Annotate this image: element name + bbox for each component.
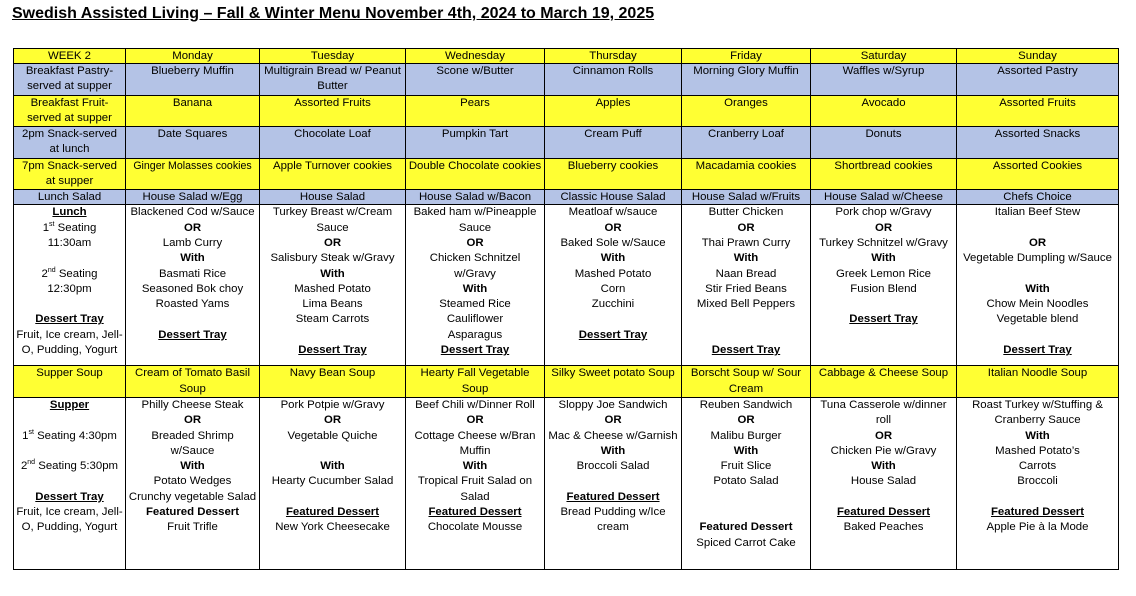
or-label: OR <box>323 236 342 249</box>
featured-dessert: Spiced Carrot Cake <box>696 536 796 549</box>
supper-main-1: Reuben Sandwich <box>699 398 793 411</box>
featured-dessert-label: Featured Dessert <box>566 490 660 503</box>
dessert-tray-label: Dessert Tray <box>440 344 510 357</box>
snack-2pm-row <box>14 127 1119 159</box>
lunch-seating-2: 2nd Seating <box>41 266 98 280</box>
supper-tuesday <box>260 397 406 569</box>
featured-dessert: Chocolate Mousse <box>427 521 523 534</box>
with-label: With <box>180 460 205 473</box>
menu-cell: Donuts <box>811 127 957 159</box>
lunch-main-1: Baked ham w/Pineapple Sauce <box>413 206 537 234</box>
or-label: OR <box>874 429 893 442</box>
day-saturday: Saturday <box>811 49 957 64</box>
lunch-main-1: Butter Chicken <box>708 206 784 219</box>
supper-wednesday <box>406 397 545 569</box>
dessert-tray-label: Dessert Tray <box>158 328 227 341</box>
menu-cell: Assorted Fruits <box>957 95 1119 127</box>
row-label: Breakfast Fruit- served at supper <box>14 95 126 127</box>
snack-7pm-row <box>14 158 1119 190</box>
lunch-side: Vegetable blend <box>996 313 1079 326</box>
supper-side: Potato Wedges <box>153 475 232 488</box>
with-label: With <box>462 282 488 295</box>
pastry-row <box>14 64 1119 96</box>
lunch-side: Greek Lemon Rice <box>836 267 931 280</box>
lunch-side: Chow Mein Noodles <box>986 298 1089 311</box>
menu-cell: Assorted Snacks <box>957 127 1119 159</box>
lunch-side: Mashed Potato <box>294 282 371 295</box>
or-label: OR <box>737 221 755 234</box>
lunch-main-1: Blackened Cod w/Sauce <box>130 206 255 219</box>
row-label: Breakfast Pastry- served at supper <box>14 64 126 96</box>
day-friday: Friday <box>682 49 811 64</box>
supper-side: Potato Salad <box>713 475 779 488</box>
menu-cell: Double Chocolate cookies <box>406 158 545 190</box>
or-label: OR <box>604 221 622 234</box>
menu-cell: House Salad w/Bacon <box>406 190 545 205</box>
with-label: With <box>871 460 896 473</box>
lunch-side: Mashed Potato <box>574 267 652 280</box>
supper-main-2: Vegetable Quiche <box>287 429 378 442</box>
row-label: Supper Soup <box>14 366 126 398</box>
dessert-tray-label: Dessert Tray <box>578 328 648 341</box>
lunch-saturday <box>811 205 957 366</box>
menu-cell: Date Squares <box>126 127 260 159</box>
with-label: With <box>600 252 626 265</box>
featured-dessert-label: Featured Dessert <box>990 506 1085 519</box>
supper-side: Tropical Fruit Salad on Salad <box>417 475 533 503</box>
supper-seating-1: 1st Seating 4:30pm <box>22 428 117 442</box>
supper-main-2: Malibu Burger <box>710 429 782 442</box>
supper-side: Crunchy vegetable Salad <box>128 490 257 503</box>
lunch-seating-1: 1st Seating <box>42 220 97 234</box>
with-label: With <box>733 252 759 265</box>
lunch-info-cell <box>14 205 126 366</box>
lunch-time-2: 12:30pm <box>47 282 92 295</box>
lunch-friday <box>682 205 811 366</box>
with-label: With <box>462 460 488 473</box>
lunch-main-2: Vegetable Dumpling w/Sauce <box>963 252 1112 265</box>
featured-dessert-label: Featured Dessert <box>699 521 793 534</box>
featured-dessert: Fruit Trifle <box>167 521 218 534</box>
menu-cell: Oranges <box>682 95 811 127</box>
featured-dessert: Bread Pudding w/Ice cream <box>560 506 666 534</box>
menu-cell: Banana <box>126 95 260 127</box>
with-label: With <box>1025 429 1050 442</box>
supper-soup-row <box>14 366 1119 398</box>
lunch-side: Fusion Blend <box>850 282 917 295</box>
with-label: With <box>1025 282 1050 295</box>
menu-cell: Cabbage & Cheese Soup <box>811 366 957 398</box>
menu-cell: Silky Sweet potato Soup <box>545 366 682 398</box>
dessert-tray-label: Dessert Tray <box>1003 344 1072 357</box>
supper-main-2: Chicken Pie w/Gravy <box>830 444 937 457</box>
menu-cell: Apple Turnover cookies <box>260 158 406 190</box>
menu-cell: Cranberry Loaf <box>682 127 811 159</box>
supper-side: House Salad <box>850 475 917 488</box>
supper-saturday <box>811 397 957 569</box>
or-label: OR <box>874 221 893 234</box>
lunch-main-2: Thai Prawn Curry <box>701 236 791 249</box>
featured-dessert-label: Featured Dessert <box>145 506 240 519</box>
supper-dessert-list: Fruit, Ice cream, Jell-O, Pudding, Yogurt <box>16 506 123 534</box>
supper-main-1: Sloppy Joe Sandwich <box>558 398 668 411</box>
day-sunday: Sunday <box>957 49 1119 64</box>
menu-cell: Borscht Soup w/ Sour Cream <box>682 366 811 398</box>
day-thursday: Thursday <box>545 49 682 64</box>
day-tuesday: Tuesday <box>260 49 406 64</box>
lunch-side: Cauliflower <box>446 313 504 326</box>
lunch-time-1: 11:30am <box>47 236 92 249</box>
dessert-tray-label: Dessert Tray <box>711 344 781 357</box>
or-label: OR <box>466 236 484 249</box>
lunch-side: Seasoned Bok choy <box>141 282 244 295</box>
dessert-tray-label: Dessert Tray <box>298 344 367 357</box>
supper-main-2: Cottage Cheese w/Bran Muffin <box>414 429 536 457</box>
supper-side: Broccoli <box>1017 475 1058 488</box>
menu-cell: House Salad <box>260 190 406 205</box>
menu-cell: Chocolate Loaf <box>260 127 406 159</box>
lunch-thursday <box>545 205 682 366</box>
menu-table <box>13 48 1119 570</box>
lunch-sunday <box>957 205 1119 366</box>
featured-dessert: Baked Peaches <box>843 521 924 534</box>
supper-thursday <box>545 397 682 569</box>
or-label: OR <box>183 414 202 427</box>
supper-side: Fruit Slice <box>720 460 772 473</box>
supper-main-1: Pork Potpie w/Gravy <box>280 398 385 411</box>
with-label: With <box>180 252 205 265</box>
lunch-side: Stir Fried Beans <box>705 282 787 295</box>
menu-cell: House Salad w/Cheese <box>811 190 957 205</box>
lunch-main-2: Turkey Schnitzel w/Gravy <box>819 236 948 249</box>
menu-cell: Scone w/Butter <box>406 64 545 96</box>
featured-dessert: New York Cheesecake <box>275 521 390 534</box>
supper-heading: Supper <box>49 398 90 411</box>
lunch-side: Roasted Yams <box>155 298 230 311</box>
supper-side: Broccoli Salad <box>576 460 650 473</box>
menu-cell: House Salad w/Egg <box>126 190 260 205</box>
menu-cell: Avocado <box>811 95 957 127</box>
supper-main-1: Roast Turkey w/Stuffing & Cranberry Sauce <box>972 398 1103 427</box>
supper-main-1: Tuna Casserole w/dinner roll <box>820 398 947 427</box>
or-label: OR <box>604 414 622 427</box>
supper-main-2: Breaded Shrimp w/Sauce <box>151 429 234 457</box>
with-label: With <box>871 252 896 265</box>
or-label: OR <box>466 414 484 427</box>
lunch-main-2: Salisbury Steak w/Gravy <box>270 252 395 265</box>
lunch-main-1: Turkey Breast w/Cream Sauce <box>272 206 393 234</box>
supper-main-1: Beef Chili w/Dinner Roll <box>415 398 535 411</box>
lunch-side: Lima Beans <box>302 298 363 311</box>
supper-side: Mashed Potato’s <box>995 444 1080 457</box>
supper-main-2: Mac & Cheese w/Garnish <box>548 429 678 442</box>
menu-cell: Blueberry Muffin <box>126 64 260 96</box>
supper-info-cell <box>14 397 126 569</box>
lunch-main-2: Chicken Schnitzel w/Gravy <box>429 252 521 280</box>
day-wednesday: Wednesday <box>406 49 545 64</box>
or-label: OR <box>737 414 755 427</box>
lunch-dessert-list: Fruit, Ice cream, Jell-O, Pudding, Yogurt <box>16 328 123 357</box>
lunch-side: Steam Carrots <box>295 313 370 326</box>
menu-cell: Shortbread cookies <box>811 158 957 190</box>
lunch-main-1: Pork chop w/Gravy <box>835 206 932 219</box>
lunch-side: Corn <box>600 282 626 295</box>
menu-cell: Navy Bean Soup <box>260 366 406 398</box>
with-label: With <box>600 444 626 457</box>
supper-seating-2: 2nd Seating 5:30pm <box>20 459 119 473</box>
lunch-side: Mixed Bell Peppers <box>696 298 796 311</box>
menu-cell: Multigrain Bread w/ Peanut Butter <box>260 64 406 96</box>
menu-cell: Macadamia cookies <box>682 158 811 190</box>
or-label: OR <box>323 414 342 427</box>
menu-cell: House Salad w/Fruits <box>682 190 811 205</box>
lunch-wednesday <box>406 205 545 366</box>
menu-cell: Cream Puff <box>545 127 682 159</box>
lunch-side: Naan Bread <box>715 267 777 280</box>
with-label: With <box>320 460 345 473</box>
supper-sunday <box>957 397 1119 569</box>
lunch-salad-row <box>14 190 1119 205</box>
lunch-side: Zucchini <box>591 298 635 311</box>
day-monday: Monday <box>126 49 260 64</box>
featured-dessert: Apple Pie à la Mode <box>986 521 1089 534</box>
menu-cell: Ginger Molasses cookies <box>126 158 260 190</box>
lunch-main-1: Meatloaf w/sauce <box>568 206 658 219</box>
menu-cell: Assorted Fruits <box>260 95 406 127</box>
featured-dessert-label: Featured Dessert <box>285 506 380 519</box>
with-label: With <box>733 444 759 457</box>
lunch-row <box>14 205 1119 366</box>
page-title: Swedish Assisted Living – Fall & Winter Menu November 4th, 2024 to March 19, 2025 <box>12 5 655 22</box>
row-label: Lunch Salad <box>14 190 126 205</box>
or-label: OR <box>1028 236 1047 249</box>
lunch-main-1: Italian Beef Stew <box>994 206 1081 219</box>
menu-cell: Morning Glory Muffin <box>682 64 811 96</box>
row-label: 7pm Snack-served at supper <box>14 158 126 190</box>
menu-cell: Assorted Pastry <box>957 64 1119 96</box>
lunch-main-2: Baked Sole w/Sauce <box>560 236 666 249</box>
row-label: 2pm Snack-served at lunch <box>14 127 126 159</box>
lunch-main-2: Lamb Curry <box>162 236 223 249</box>
dessert-tray-label: Dessert Tray <box>849 313 918 326</box>
header-row <box>14 49 1119 64</box>
menu-cell: Italian Noodle Soup <box>957 366 1119 398</box>
lunch-side: Steamed Rice <box>439 298 511 311</box>
lunch-side: Asparagus <box>447 328 503 341</box>
lunch-dessert-heading: Dessert Tray <box>35 313 104 326</box>
lunch-side: Basmati Rice <box>158 267 227 280</box>
supper-side: Hearty Cucumber Salad <box>271 475 394 488</box>
week-label: WEEK 2 <box>14 49 126 64</box>
featured-dessert-label: Featured Dessert <box>428 506 522 519</box>
menu-cell: Blueberry cookies <box>545 158 682 190</box>
lunch-tuesday <box>260 205 406 366</box>
menu-cell: Cinnamon Rolls <box>545 64 682 96</box>
menu-cell: Pumpkin Tart <box>406 127 545 159</box>
supper-dessert-heading: Dessert Tray <box>35 490 104 503</box>
menu-cell: Apples <box>545 95 682 127</box>
menu-cell: Assorted Cookies <box>957 158 1119 190</box>
lunch-monday <box>126 205 260 366</box>
supper-main-1: Philly Cheese Steak <box>141 398 244 411</box>
supper-friday <box>682 397 811 569</box>
featured-dessert-label: Featured Dessert <box>836 506 931 519</box>
with-label: With <box>320 267 345 280</box>
menu-cell: Classic House Salad <box>545 190 682 205</box>
menu-cell: Waffles w/Syrup <box>811 64 957 96</box>
fruit-row <box>14 95 1119 127</box>
menu-cell: Chefs Choice <box>957 190 1119 205</box>
menu-cell: Hearty Fall Vegetable Soup <box>406 366 545 398</box>
lunch-heading: Lunch <box>52 206 87 219</box>
or-label: OR <box>183 221 202 234</box>
menu-cell: Pears <box>406 95 545 127</box>
menu-cell: Cream of Tomato Basil Soup <box>126 366 260 398</box>
supper-row <box>14 397 1119 569</box>
supper-monday <box>126 397 260 569</box>
supper-side: Carrots <box>1018 460 1057 473</box>
